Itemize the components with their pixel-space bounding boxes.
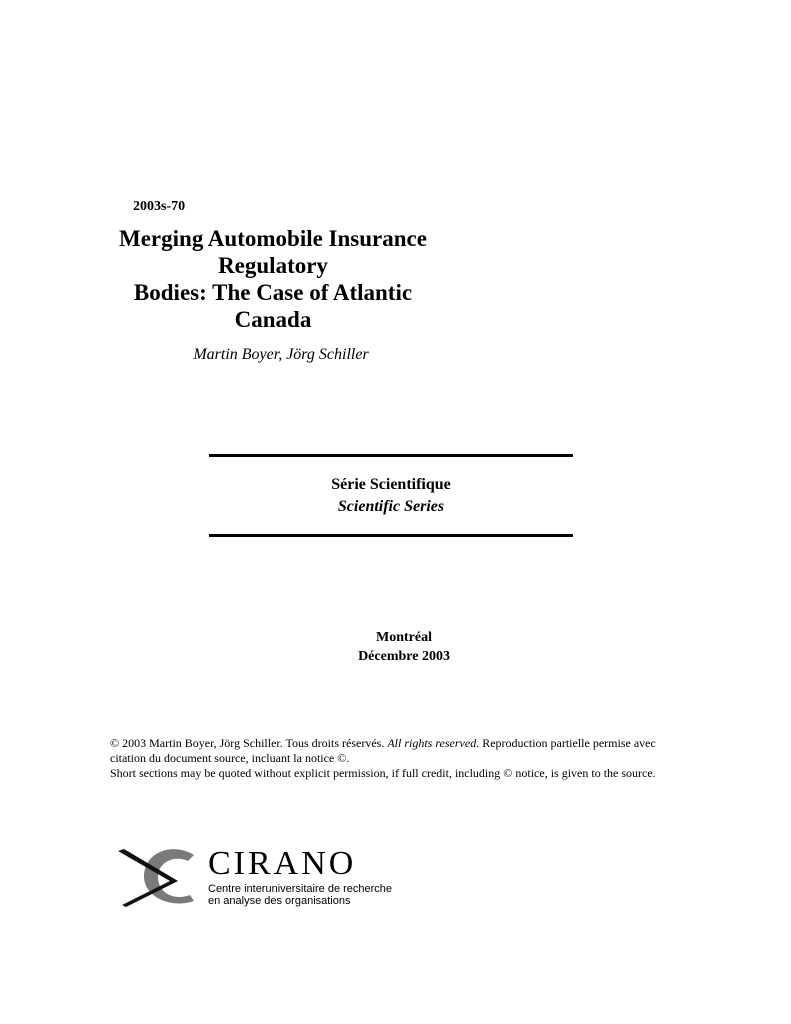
place-date-block bbox=[209, 628, 599, 666]
cirano-logo bbox=[116, 845, 396, 915]
title-line: Bodies: The Case of Atlantic bbox=[133, 280, 413, 305]
authors: Martin Boyer, Jörg Schiller bbox=[193, 346, 369, 363]
horizontal-rule-bottom bbox=[209, 534, 573, 537]
report-number: 2003s-70 bbox=[133, 199, 186, 214]
title-line: Canada bbox=[234, 307, 312, 332]
copyright-text-italic: All rights reserved bbox=[387, 736, 477, 750]
title-line: Regulatory bbox=[218, 253, 328, 278]
title-line: Merging Automobile Insurance bbox=[119, 226, 427, 251]
series-english: Scientific Series bbox=[337, 498, 445, 515]
copyright-notice bbox=[110, 736, 690, 781]
horizontal-rule-top bbox=[209, 454, 573, 457]
logo-tagline-line2: en analyse des organisations bbox=[208, 895, 351, 907]
copyright-text-part4: Short sections may be quoted without explicit permission, if full credit, including © notice, is given to the source. bbox=[110, 766, 656, 780]
series-french: Série Scientifique bbox=[331, 476, 451, 493]
series-block bbox=[209, 474, 573, 518]
cirano-logo-mark-icon bbox=[116, 845, 202, 911]
document-title bbox=[108, 225, 438, 333]
copyright-text-part1: © 2003 Martin Boyer, Jörg Schiller. Tous droits réservés. bbox=[110, 736, 388, 750]
copyright-text-part3: . Reproduction partielle permise avec citation du document source, incluant la notice ©. bbox=[110, 736, 656, 765]
logo-tagline bbox=[208, 883, 392, 907]
logo-tagline-line1: Centre interuniversitaire de recherche bbox=[208, 883, 393, 895]
city: Montréal bbox=[376, 630, 432, 645]
logo-name: CIRANO bbox=[208, 845, 357, 882]
date: Décembre 2003 bbox=[358, 649, 450, 664]
